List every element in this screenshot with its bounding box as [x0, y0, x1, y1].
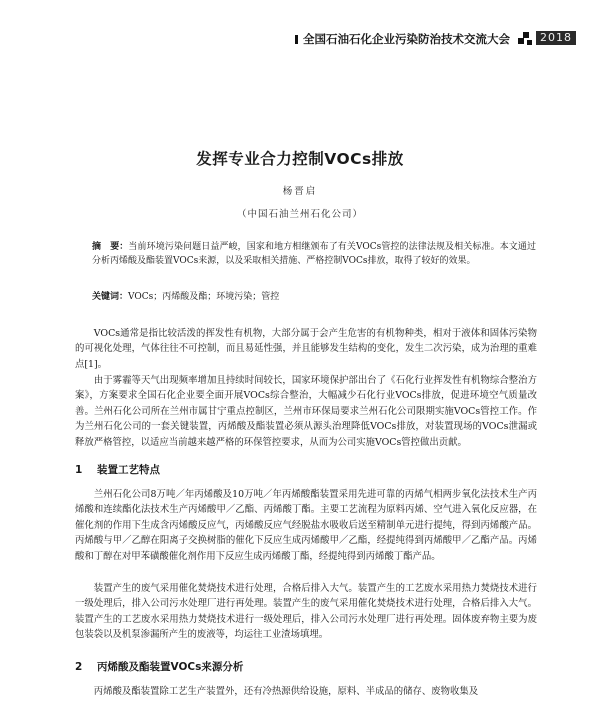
author: 杨晋启 [282, 186, 318, 197]
abstract [92, 240, 536, 268]
keywords [92, 290, 536, 304]
conference-year: 2018 [536, 31, 576, 45]
affiliation: （中国石油兰州石化公司） [236, 209, 363, 220]
section-2-title: 丙烯酸及酯装置VOCs来源分析 [97, 661, 244, 673]
header-squares-icon [518, 32, 532, 46]
conference-title: 全国石油石化企业污染防治技术交流大会 [303, 32, 510, 46]
intro-paragraph-1: VOCs通常是指比较活泼的挥发性有机物，大部分属于会产生危害的有机物种类，相对于液体和固体污染物的可视化处理，气体往往不可控制，而且易延性强，并且能够发生结构的变化，发生二次污染，成为治理的重难点[1]。 [75, 328, 537, 370]
header-bar-mark [295, 35, 298, 44]
abstract-label: 摘 要： [92, 242, 129, 252]
abstract-text: 当前环境污染问题日益严峻，国家和地方相继颁布了有关VOCs管控的法律法规及相关标准。本文通过分析丙烯酸及酯装置VOCs来源，以及采取相关措施、严格控制VOCs排放，取得了较好的效果。 [92, 242, 536, 266]
section-2-paragraph-1: 丙烯酸及酯装置除工艺生产装置外，还有冷热源供给设施，原料、半成品的储存、废物收集及 [93, 686, 479, 697]
section-1-number: 1 [75, 464, 83, 476]
keywords-label: 关键词： [92, 292, 129, 302]
section-1-paragraph-2: 装置产生的废气采用催化焚烧技术进行处理，合格后排入大气。装置产生的工艺废水采用热力焚烧技术进行一级处理后，排入公司污水处理厂进行再处理。装置产生的废气采用催化焚烧技术进行处理，合格后排入大气。装置产生的工艺废水采用热力焚烧技术进行一级处理后，排入公司污水处理厂进行再处理。固体废弃物主要为废包装袋以及机泵渗漏所产生的废液等，均运往工业渣场填埋。 [75, 583, 537, 641]
section-2-heading [75, 659, 243, 674]
intro-paragraph-2: 由于雾霾等天气出现频率增加且持续时间较长，国家环境保护部出台了《石化行业挥发性有机物综合整治方案》，方案要求全国石化企业要全面开展VOCs综合整治，大幅减少石化行业VOCs排放，促进环境空气质量改善。兰州石化公司所在兰州市属甘宁重点控制区，兰州市环保局要求兰州石化公司限期实施VOCs管控工作。作为兰州石化公司的一套关键装置，丙烯酸及酯装置必须从源头治理降低VOCs排放，对装置现场的VOCs泄漏或释放严格管控，以适应当前越来越严格的环保管控要求，从而为公司实施VOCs管控做出贡献。 [75, 375, 537, 448]
running-header [0, 27, 600, 49]
section-2-number: 2 [75, 661, 83, 673]
section-1-title: 装置工艺特点 [97, 464, 160, 476]
section-1-heading [75, 462, 160, 477]
keywords-text: VOCs；丙烯酸及酯；环境污染；管控 [128, 292, 280, 302]
section-1-paragraph-1: 兰州石化公司8万吨／年丙烯酸及10万吨／年丙烯酸酯装置采用先进可靠的丙烯气相两步氧化法技术生产丙烯酸和连续酯化法技术生产丙烯酸甲／乙酯、丙烯酸丁酯。主要工艺流程为原料丙烯、空气进入氧化反应器，在催化剂的作用下生成含丙烯酸反应气，丙烯酸反应气经脱盐水吸收后送至精制单元进行提纯，得到丙烯酸产品。丙烯酸与甲／乙醇在阳离子交换树脂的催化下反应生成丙烯酸甲／乙酯，经提纯得到丙烯酸甲／乙酯产品。丙烯酸和丁醇在对甲苯磺酸催化剂作用下反应生成丙烯酸丁酯，经提纯得到丙烯酸丁酯产品。 [75, 489, 537, 562]
paper-title: 发挥专业合力控制VOCs排放 [196, 150, 404, 168]
